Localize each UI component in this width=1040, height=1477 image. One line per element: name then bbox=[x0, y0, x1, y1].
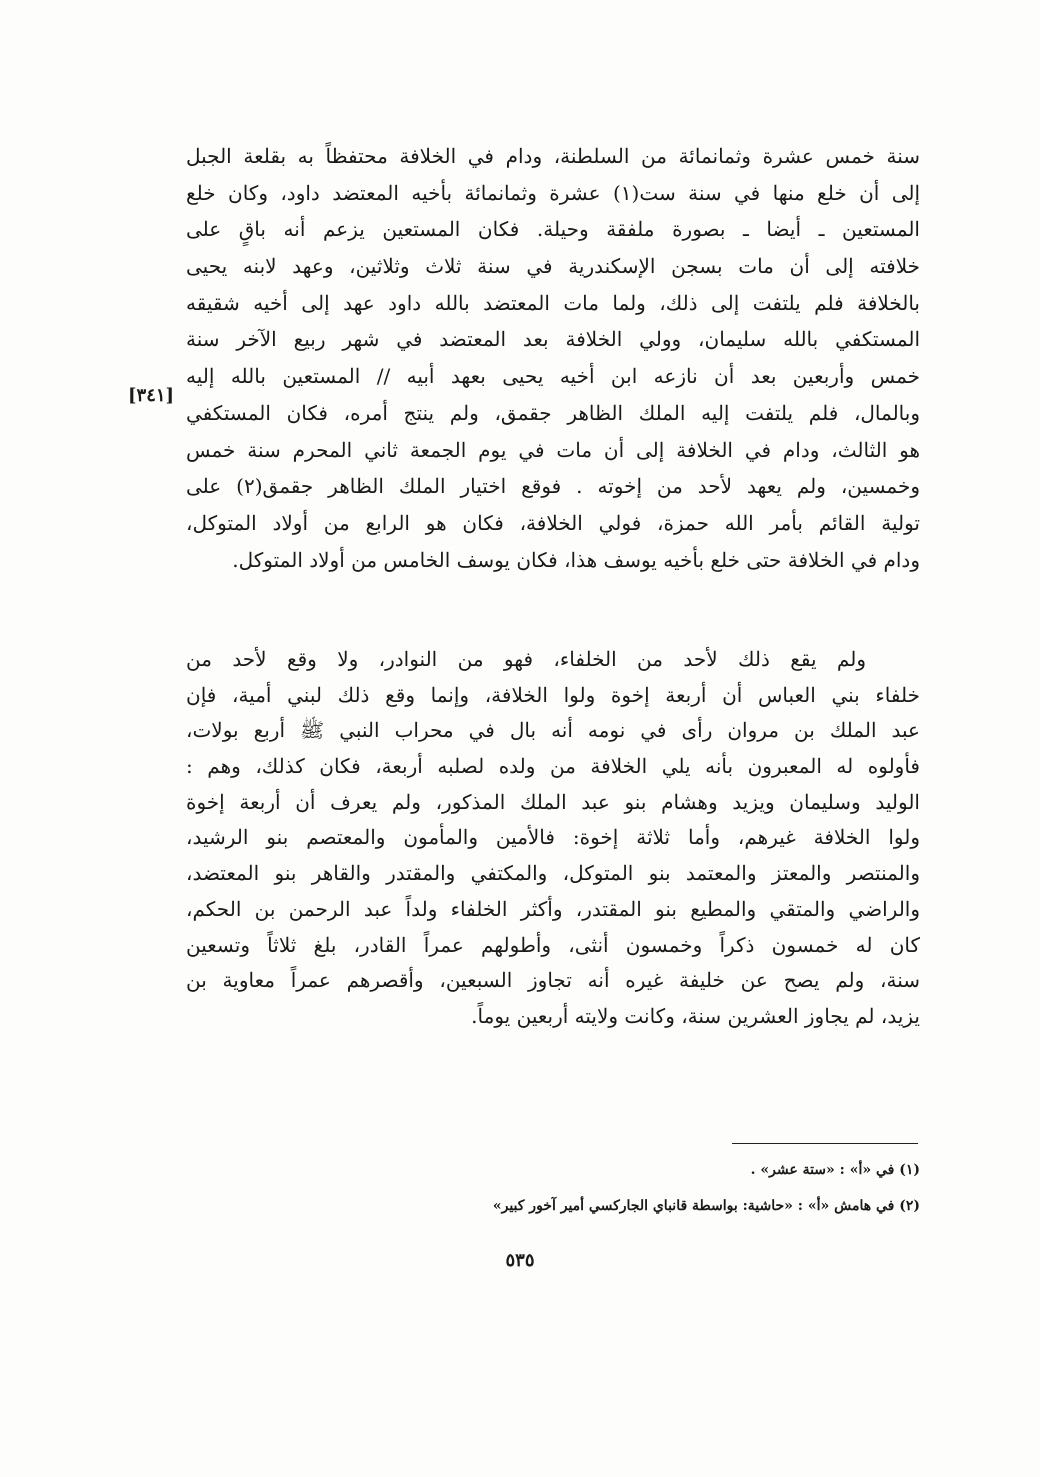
paragraph-1 bbox=[186, 138, 920, 578]
footnote-1: (١) في «أ» : «ستة عشر» . bbox=[750, 1162, 920, 1178]
text-line: يزيد، لم يجاوز العشرين سنة، وكانت ولايته أربعين يوماً. bbox=[471, 1003, 920, 1028]
text-line: والمنتصر والمعتز والمعتمد بنو المتوكل، والمكتفي والمقتدر والقاهر بنو المعتضد، bbox=[186, 861, 920, 886]
text-line: سنة، ولم يصح عن خليفة غيره أنه تجاوز السبعين، وأقصرهم عمراً معاوية بن bbox=[186, 968, 920, 993]
text-line: خمس وأربعين بعد أن نازعه ابن أخيه يحيى بعهد أبيه // المستعين بالله إليه bbox=[186, 364, 920, 389]
text-line: وبالمال، فلم يلتفت إليه الملك الظاهر جقمق، ولم ينتج أمره، فكان المستكفي bbox=[186, 400, 920, 425]
text-line: كان له خمسون ذكراً وخمسون أنثى، وأطولهم عمراً القادر، بلغ ثلاثاً وتسعين bbox=[186, 932, 920, 957]
text-line: سنة خمس عشرة وثمانمائة من السلطنة، ودام في الخلافة محتفظاً به بقلعة الجبل bbox=[186, 144, 920, 168]
footnote-2: (٢) في هامش «أ» : «حاشية: بواسطة قانباي الجاركسي أمير آخور كبير» bbox=[492, 1198, 920, 1214]
text-line: عبد الملك بن مروان رأى في نومه أنه بال في محراب النبي ﷺ أربع بولات، bbox=[186, 718, 920, 743]
text-line: ولوا الخلافة غيرهم، وأما ثلاثة إخوة: فالأمين والمأمون والمعتصم بنو الرشيد، bbox=[186, 825, 920, 850]
text-line: الوليد وسليمان ويزيد وهشام بنو عبد الملك المذكور، ولم يعرف أن أربعة إخوة bbox=[186, 789, 920, 814]
text-line: فأولوه له المعبرون بأنه يلي الخلافة من ولده لصلبه أربعة، فكان كذلك، وهم : bbox=[186, 754, 920, 779]
text-line: خلفاء بني العباس أن أربعة إخوة ولوا الخلافة، وإنما وقع ذلك لبني أمية، فإن bbox=[186, 682, 920, 707]
text-line: والراضي والمتقي والمطيع بنو المقتدر، وأكثر الخلفاء ولداً عبد الرحمن بن الحكم، bbox=[186, 896, 920, 921]
text-line: هو الثالث، ودام في الخلافة إلى أن مات في يوم الجمعة ثاني المحرم سنة خمس bbox=[186, 437, 920, 462]
text-line: المستكفي بالله سليمان، وولي الخلافة بعد المعتضد في شهر ربيع الآخر سنة bbox=[186, 327, 920, 352]
text-line: وخمسين، ولم يعهد لأحد من إخوته . فوقع اختيار الملك الظاهر جقمق(٢) على bbox=[186, 474, 920, 499]
footnote-divider bbox=[732, 1143, 918, 1144]
text-line: خلافته إلى أن مات بسجن الإسكندرية في سنة ثلاث وثلاثين، وعهد لابنه يحيى bbox=[186, 254, 920, 279]
text-line: المستعين ـ أيضا ـ بصورة ملفقة وحيلة. فكان المستعين يزعم أنه باقٍ على bbox=[186, 217, 920, 242]
footnotes bbox=[186, 1152, 920, 1224]
page-number: ٥٣٥ bbox=[505, 1250, 535, 1271]
text-line: إلى أن خلع منها في سنة ست(١) عشرة وثمانمائة بأخيه المعتضد داود، وكان خلع bbox=[186, 180, 920, 205]
manuscript-folio-marker: [٣٤١] bbox=[128, 385, 175, 406]
text-line: ولم يقع ذلك لأحد من الخلفاء، فهو من النوادر، ولا وقع لأحد من bbox=[186, 647, 866, 671]
text-line: ودام في الخلافة حتى خلع بأخيه يوسف هذا، فكان يوسف الخامس من أولاد المتوكل. bbox=[232, 547, 920, 572]
text-line: بالخلافة فلم يلتفت إلى ذلك، ولما مات المعتضد بالله داود عهد إلى أخيه شقيقه bbox=[186, 290, 920, 315]
paragraph-2 bbox=[186, 642, 920, 1035]
text-line: تولية القائم بأمر الله حمزة، فولي الخلافة، فكان هو الرابع من أولاد المتوكل، bbox=[186, 510, 920, 535]
